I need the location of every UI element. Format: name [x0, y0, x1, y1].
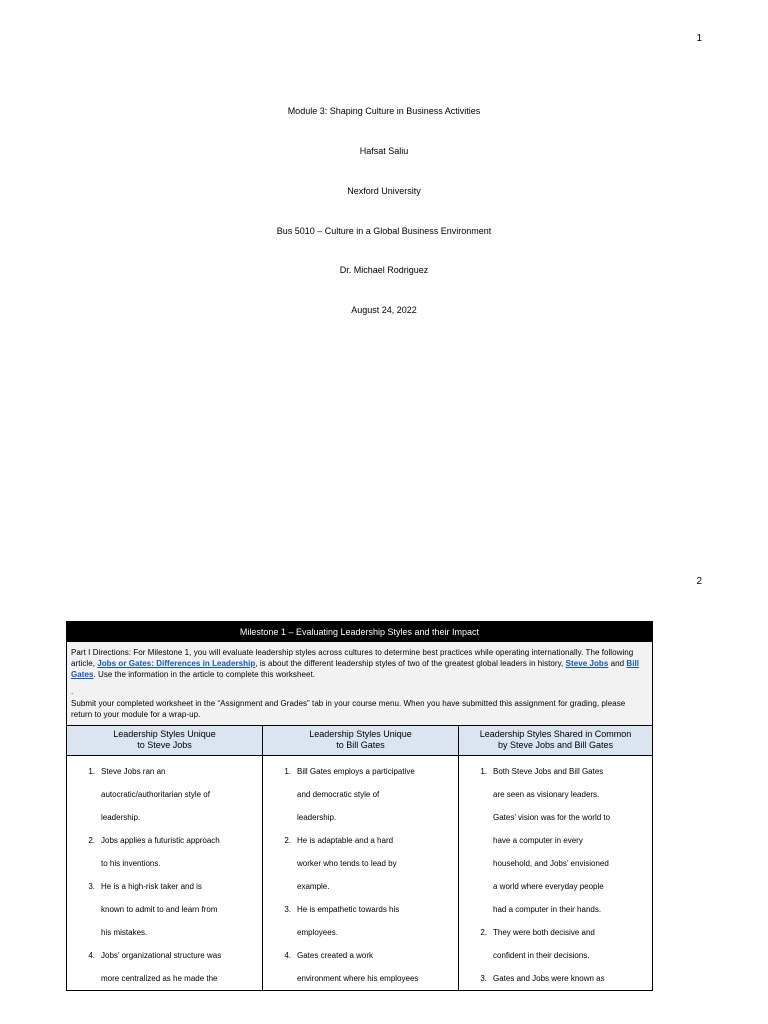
list-text: confident in their decisions.	[493, 951, 590, 960]
list-text: had a computer in their hands.	[493, 905, 602, 914]
list-item-line	[71, 806, 256, 829]
list-number: 1.	[284, 767, 291, 776]
list-number	[71, 806, 101, 829]
list-item-line	[267, 944, 452, 967]
directions-text: Part I Directions: For Milestone 1, you will evaluate leadership styles across cultures to determine best practices while operating internationally. The following article,	[71, 648, 634, 668]
list-text: are seen as visionary leaders.	[493, 790, 600, 799]
list-item-line	[267, 806, 452, 829]
list-text: to his inventions.	[101, 859, 161, 868]
list-item-line	[463, 921, 646, 944]
header-line: Leadership Styles Unique	[113, 729, 216, 739]
list-item-line	[71, 921, 256, 944]
list-number	[463, 783, 493, 806]
list-text: Jobs applies a futuristic approach	[101, 836, 220, 845]
list-text: more centralized as he made the	[101, 974, 218, 983]
list-item-line	[71, 829, 256, 852]
list-item-line	[463, 852, 646, 875]
list-number: 1.	[480, 767, 487, 776]
page-number-1: 1	[696, 33, 702, 44]
list-item-line	[267, 829, 452, 852]
column-headers	[67, 726, 652, 756]
list-item-line	[71, 852, 256, 875]
list-item-line	[463, 783, 646, 806]
list-number: 2.	[88, 836, 95, 845]
gates-column	[262, 756, 458, 990]
list-text: his mistakes.	[101, 928, 148, 937]
list-number	[463, 875, 493, 898]
list-text: He is a high-risk taker and is	[101, 882, 202, 891]
list-item-line	[267, 783, 452, 806]
list-text: Jobs’ organizational structure was	[101, 951, 222, 960]
list-number: 3.	[88, 882, 95, 891]
list-number	[463, 829, 493, 852]
directions-paragraph-2: Submit your completed worksheet in the “Assignment and Grades” tab in your course menu. When you have submitted this assignment for grading, please return to your module for a wrap-up.	[71, 699, 626, 719]
worksheet-header: Milestone 1 – Evaluating Leadership Styles and their Impact	[67, 622, 652, 642]
list-item-line	[71, 898, 256, 921]
column-header-shared	[458, 726, 652, 755]
steve-jobs-link[interactable]: Steve Jobs	[565, 659, 609, 668]
header-line: Leadership Styles Unique	[309, 729, 412, 739]
list-text: Both Steve Jobs and Bill Gates	[493, 767, 604, 776]
list-number: 4.	[284, 951, 291, 960]
article-link[interactable]: Jobs or Gates: Differences in Leadership	[97, 659, 256, 668]
list-text: leadership.	[297, 813, 337, 822]
list-item-line	[71, 760, 256, 783]
instructor-name: Dr. Michael Rodriguez	[339, 265, 429, 275]
list-item-line	[463, 806, 646, 829]
list-number: 2.	[284, 836, 291, 845]
column-header-jobs	[67, 726, 262, 755]
list-item-line	[71, 875, 256, 898]
list-item-line	[71, 944, 256, 967]
list-text: household, and Jobs’ envisioned	[493, 859, 609, 868]
page-number-2: 2	[696, 576, 702, 587]
list-text: known to admit to and learn from	[101, 905, 218, 914]
worksheet-directions	[67, 642, 652, 726]
list-number	[267, 875, 297, 898]
list-number: 3.	[480, 974, 487, 983]
header-line: to Steve Jobs	[137, 740, 192, 750]
institution: Nexford University	[347, 186, 421, 196]
list-text: Gates and Jobs were known as	[493, 974, 605, 983]
list-number	[267, 921, 297, 944]
list-item-line	[463, 829, 646, 852]
list-text: environment where his employees	[297, 974, 419, 983]
column-bodies	[67, 756, 652, 990]
list-item-line	[267, 760, 452, 783]
list-item-line	[267, 898, 452, 921]
list-number	[463, 898, 493, 921]
list-text: autocratic/authoritarian style of	[101, 790, 210, 799]
list-number: 1.	[88, 767, 95, 776]
list-item-line	[267, 967, 452, 990]
list-number	[463, 852, 493, 875]
course-name: Bus 5010 – Culture in a Global Business Environment	[276, 226, 492, 236]
bill-gates-link[interactable]: Bill Gates	[71, 659, 640, 679]
list-item-line	[463, 760, 646, 783]
list-text: and democratic style of	[297, 790, 380, 799]
list-text: Steve Jobs ran an	[101, 767, 166, 776]
list-number	[267, 783, 297, 806]
directions-text: . Use the information in the article to complete this worksheet.	[93, 670, 316, 679]
list-number	[267, 806, 297, 829]
list-item-line	[71, 783, 256, 806]
list-number	[71, 783, 101, 806]
directions-paragraph-1	[71, 647, 648, 680]
list-number	[267, 967, 297, 990]
list-text: employees.	[297, 928, 338, 937]
worksheet-table	[66, 621, 653, 991]
header-line: Leadership Styles Shared in Common	[479, 729, 632, 739]
list-number	[267, 852, 297, 875]
list-number	[71, 852, 101, 875]
list-item-line	[463, 875, 646, 898]
list-text: worker who tends to lead by	[297, 859, 397, 868]
jobs-column	[67, 756, 262, 990]
list-item-line	[267, 875, 452, 898]
list-item-line	[463, 967, 646, 990]
header-line: to Bill Gates	[336, 740, 385, 750]
list-text: example.	[297, 882, 330, 891]
list-number	[463, 944, 493, 967]
list-item-line	[463, 944, 646, 967]
list-text: have a computer in every	[493, 836, 583, 845]
list-item-line	[267, 852, 452, 875]
list-text: leadership.	[101, 813, 141, 822]
list-number	[463, 806, 493, 829]
list-text: He is empathetic towards his	[297, 905, 400, 914]
list-text: Gates’ vision was for the world to	[493, 813, 611, 822]
shared-column	[458, 756, 652, 990]
list-number: 4.	[88, 951, 95, 960]
submission-date: August 24, 2022	[351, 305, 417, 315]
list-text: Gates created a work	[297, 951, 374, 960]
column-header-gates	[262, 726, 458, 755]
list-item-line	[71, 967, 256, 990]
list-text: They were both decisive and	[493, 928, 595, 937]
list-number: 3.	[284, 905, 291, 914]
list-number: 2.	[480, 928, 487, 937]
list-item-line	[267, 921, 452, 944]
list-text: a world where everyday people	[493, 882, 604, 891]
list-number	[71, 967, 101, 990]
stray-dot: .	[71, 687, 74, 696]
author-name: Hafsat Saliu	[359, 146, 409, 156]
list-item-line	[463, 898, 646, 921]
directions-text: , is about the different leadership styles of two of the greatest global leaders in history,	[255, 659, 566, 668]
directions-text: and	[608, 659, 627, 668]
list-number	[71, 921, 101, 944]
paper-title: Module 3: Shaping Culture in Business Activities	[287, 106, 481, 116]
list-number	[71, 898, 101, 921]
list-text: Bill Gates employs a participative	[297, 767, 415, 776]
list-text: He is adaptable and a hard	[297, 836, 394, 845]
header-line: by Steve Jobs and Bill Gates	[497, 740, 614, 750]
